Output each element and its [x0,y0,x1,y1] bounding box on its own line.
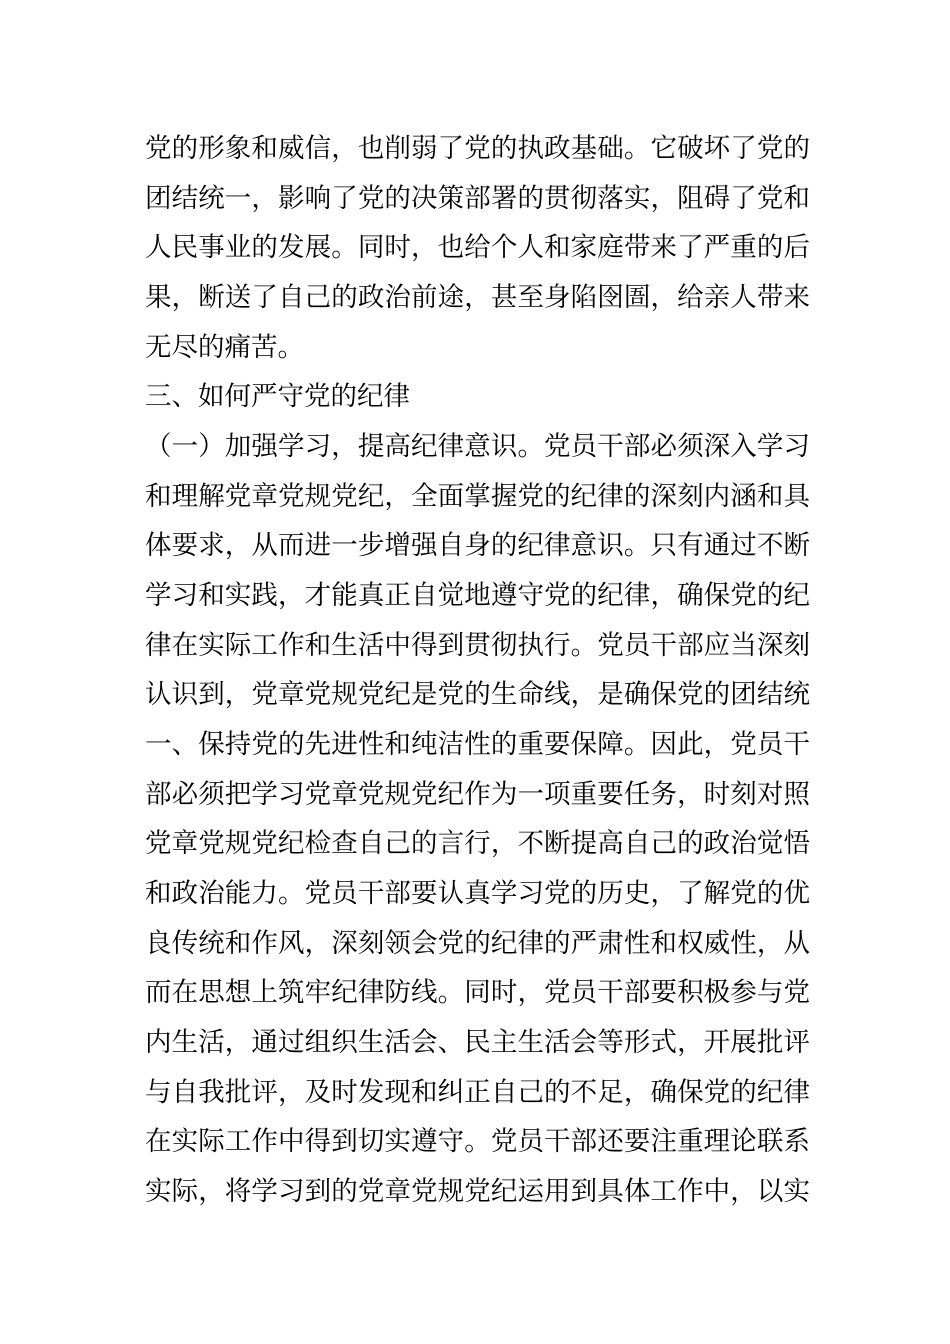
text-line: 党的形象和威信，也削弱了党的执政基础。它破坏了党的 [145,133,810,164]
text-line: 和理解党章党规党纪，全面掌握党的纪律的深刻内涵和具 [145,481,810,512]
text-line: 和政治能力。党员干部要认真学习党的历史，了解党的优 [145,878,810,909]
text-line: 部必须把学习党章党规党纪作为一项重要任务，时刻对照 [145,779,810,810]
text-line: （一）加强学习，提高纪律意识。党员干部必须深入学习 [145,431,810,462]
text-line: 团结统一，影响了党的决策部署的贯彻落实，阻碍了党和 [145,183,810,214]
text-line: 体要求，从而进一步增强自身的纪律意识。只有通过不断 [145,530,810,561]
text-line: 在实际工作中得到切实遵守。党员干部还要注重理论联系 [145,1126,810,1157]
text-line: 学习和实践，才能真正自觉地遵守党的纪律，确保党的纪 [145,580,810,611]
section-heading: 三、如何严守党的纪律 [145,381,410,412]
text-line: 内生活，通过组织生活会、民主生活会等形式，开展批评 [145,1027,810,1058]
text-line: 一、保持党的先进性和纯洁性的重要保障。因此，党员干 [145,729,810,760]
text-line: 律在实际工作和生活中得到贯彻执行。党员干部应当深刻 [145,630,810,661]
text-line: 而在思想上筑牢纪律防线。同时，党员干部要积极参与党 [145,977,810,1008]
text-line: 果，断送了自己的政治前途，甚至身陷囹圄，给亲人带来 [145,282,810,313]
text-line: 与自我批评，及时发现和纠正自己的不足，确保党的纪律 [145,1077,810,1108]
text-line: 认识到，党章党规党纪是党的生命线，是确保党的团结统 [145,679,810,710]
text-line: 无尽的痛苦。 [145,332,304,363]
text-line: 党章党规党纪检查自己的言行，不断提高自己的政治觉悟 [145,828,810,859]
text-line: 人民事业的发展。同时，也给个人和家庭带来了严重的后 [145,232,810,263]
text-line: 实际，将学习到的党章党规党纪运用到具体工作中，以实 [145,1176,810,1207]
text-line: 良传统和作风，深刻领会党的纪律的严肃性和权威性，从 [145,928,810,959]
